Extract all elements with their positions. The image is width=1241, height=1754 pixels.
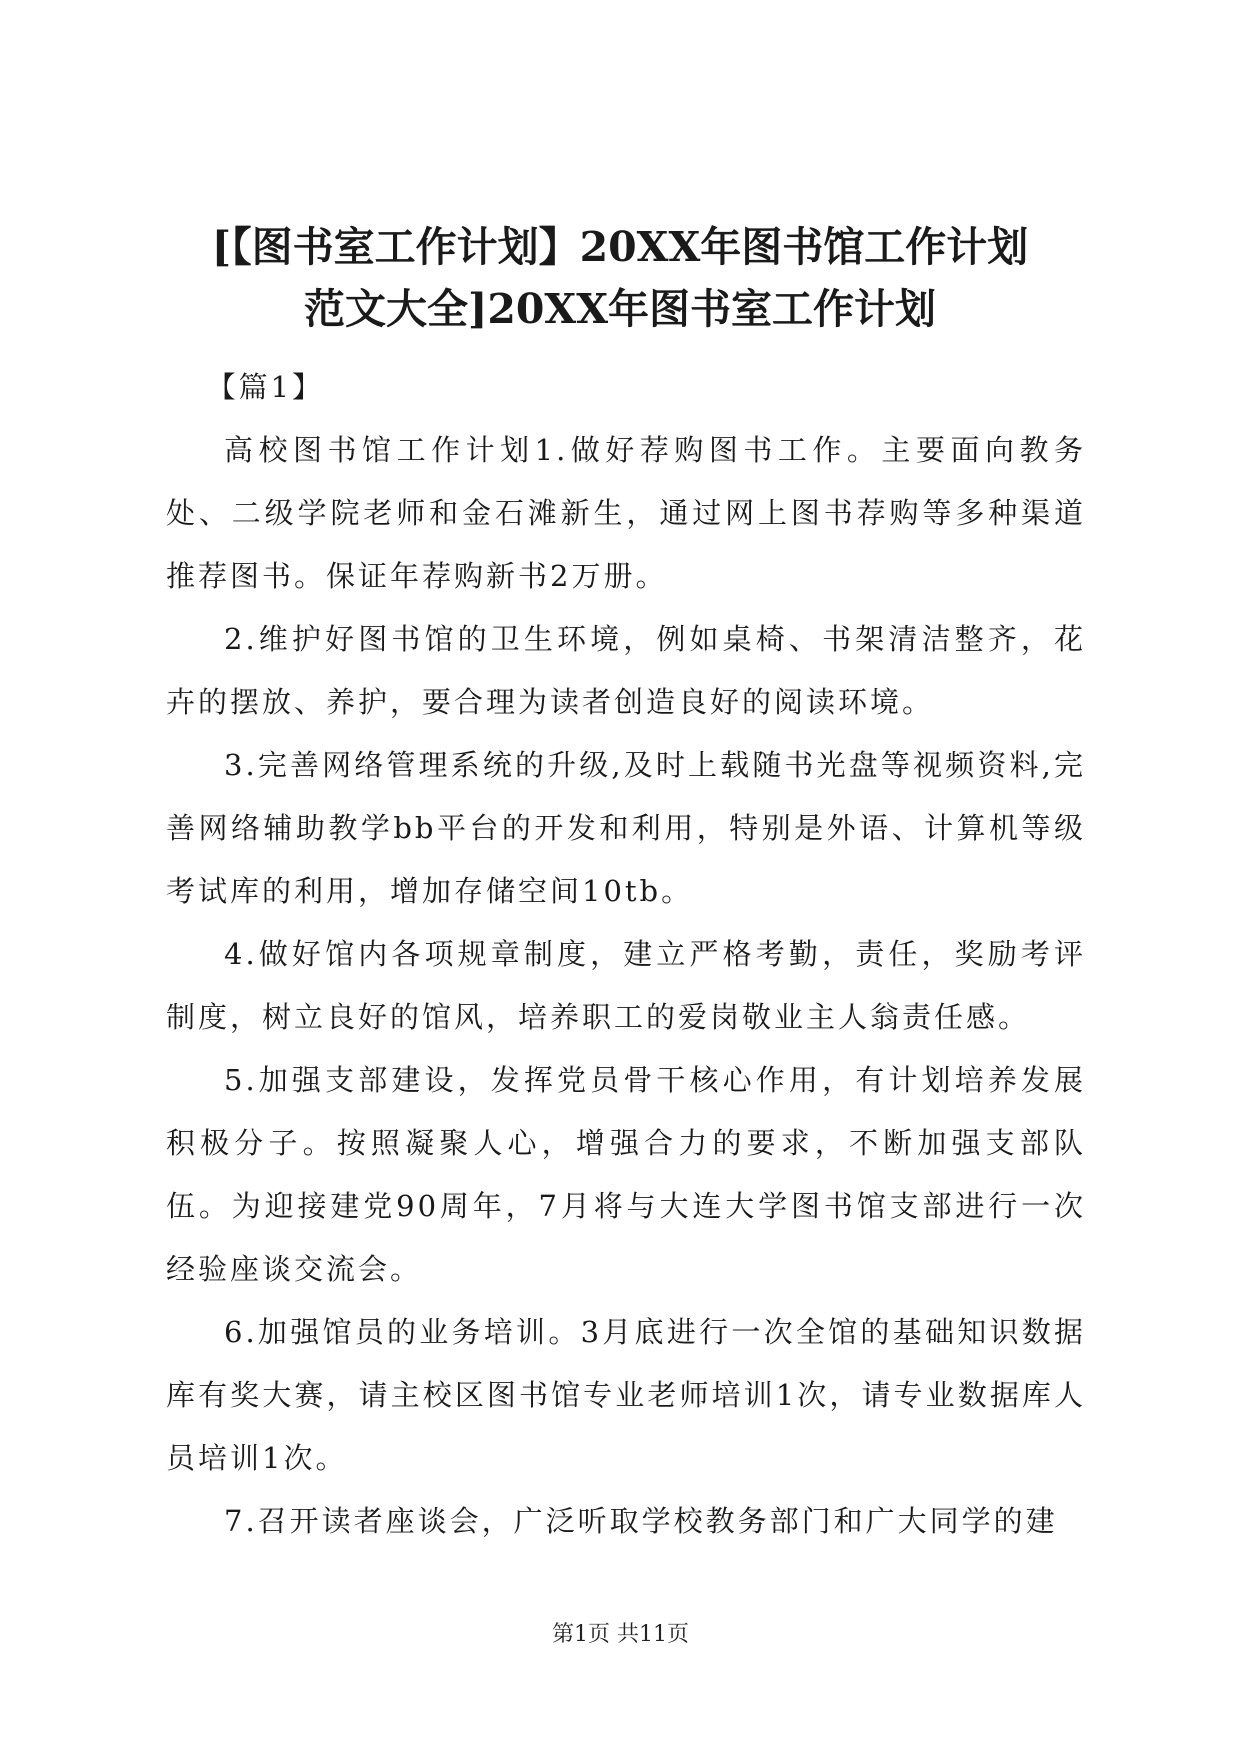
document-body — [166, 356, 1086, 1553]
section-label: 【篇1】 — [206, 370, 325, 404]
paragraph-7: 7.召开读者座谈会，广泛听取学校教务部门和广大同学的建 — [224, 1504, 1058, 1538]
page-footer — [0, 1620, 1241, 1650]
title-line-2: 范文大全]20XX年图书室工作计划 — [303, 285, 937, 333]
paragraph-1: 高校图书馆工作计划1.做好荐购图书工作。主要面向教务处、二级学院老师和金石滩新生，通过网上图书荐购等多种渠道推荐图书。保证年荐购新书2万册。 — [166, 433, 1086, 593]
paragraph-5: 5.加强支部建设，发挥党员骨干核心作用，有计划培养发展积极分子。按照凝聚人心，增强合力的要求，不断加强支部队伍。为迎接建党90周年，7月将与大连大学图书馆支部进行一次经验座谈交流会。 — [166, 1063, 1086, 1286]
title-line-1: [【图书室工作计划】20XX年图书馆工作计划 — [211, 223, 1029, 271]
paragraph-2: 2.维护好图书馆的卫生环境，例如桌椅、书架清洁整齐，花卉的摆放、养护，要合理为读者创造良好的阅读环境。 — [166, 622, 1086, 719]
page-indicator: 第1页 共11页 — [552, 1622, 689, 1647]
paragraph-3: 3.完善网络管理系统的升级,及时上载随书光盘等视频资料,完善网络辅助教学bb平台的开发和利用，特别是外语、计算机等级考试库的利用，增加存储空间10tb。 — [166, 748, 1086, 908]
paragraph-4: 4.做好馆内各项规章制度，建立严格考勤，责任，奖励考评制度，树立良好的馆风，培养职工的爱岗敬业主人翁责任感。 — [166, 937, 1086, 1034]
paragraph-6: 6.加强馆员的业务培训。3月底进行一次全馆的基础知识数据库有奖大赛，请主校区图书馆专业老师培训1次，请专业数据库人员培训1次。 — [166, 1315, 1086, 1475]
document-title — [150, 216, 1090, 340]
